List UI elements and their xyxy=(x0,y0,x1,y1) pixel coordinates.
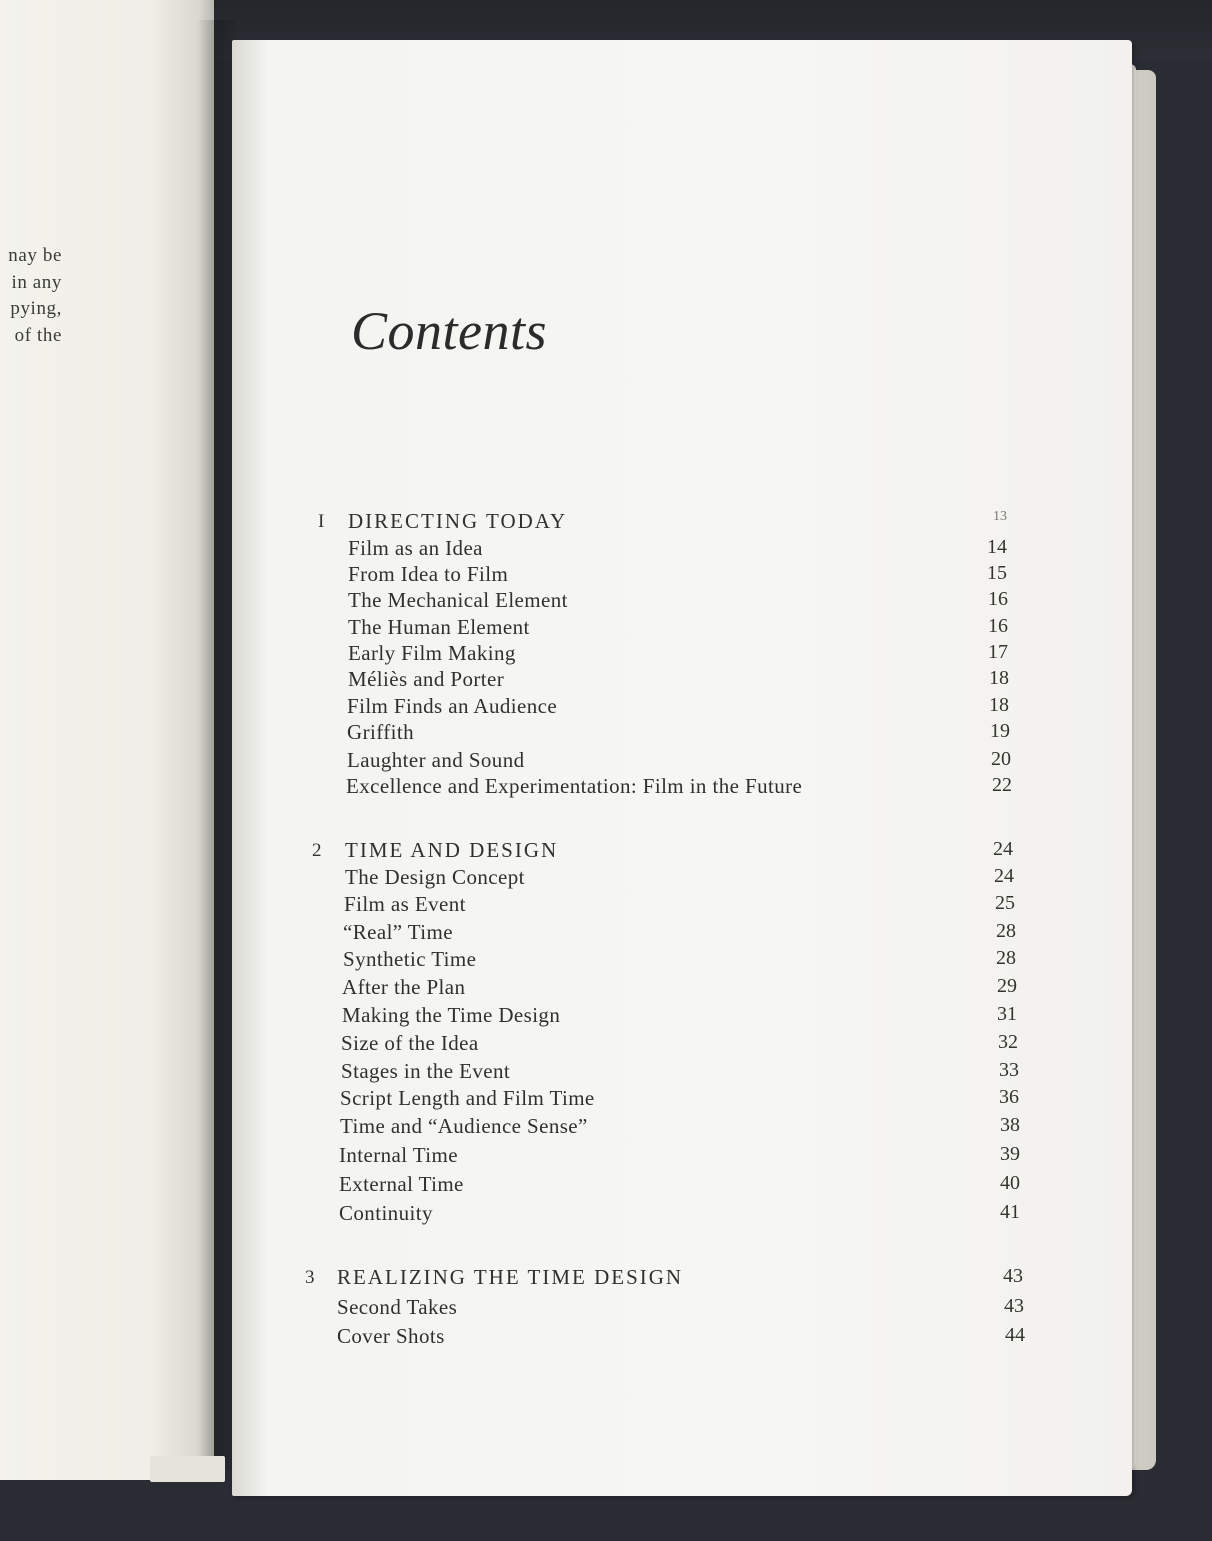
section-title: External Time xyxy=(339,1172,464,1196)
toc-entry xyxy=(0,748,1212,776)
page-number: 22 xyxy=(992,774,1012,796)
toc-chapter xyxy=(0,509,1212,537)
page-number: 33 xyxy=(999,1059,1019,1081)
section-title: “Real” Time xyxy=(343,920,453,944)
toc-entry xyxy=(0,641,1212,669)
page-number: 43 xyxy=(1003,1265,1023,1287)
page-number: 17 xyxy=(988,641,1008,663)
section-title: Making the Time Design xyxy=(342,1003,561,1027)
chapter-number: 3 xyxy=(305,1267,315,1288)
toc-entry xyxy=(0,920,1212,948)
left-page-line: pying, xyxy=(10,298,62,319)
section-title: Script Length and Film Time xyxy=(340,1086,595,1110)
section-title: Second Takes xyxy=(337,1295,458,1319)
chapter-title: DIRECTING TODAY xyxy=(348,509,568,533)
left-page-text xyxy=(0,243,62,349)
section-title: The Design Concept xyxy=(345,865,525,889)
toc-entry xyxy=(0,774,1212,802)
page-number: 32 xyxy=(998,1031,1018,1053)
toc-entry xyxy=(0,1114,1212,1142)
section-title: Laughter and Sound xyxy=(347,748,525,772)
section-title: Synthetic Time xyxy=(343,947,477,971)
toc-entry xyxy=(0,615,1212,643)
page-number: 43 xyxy=(1004,1295,1024,1317)
toc-entry xyxy=(0,1324,1212,1352)
page-number: 36 xyxy=(999,1086,1019,1108)
page-number: 16 xyxy=(988,615,1008,637)
page-number: 24 xyxy=(993,838,1013,860)
page-number: 44 xyxy=(1005,1324,1025,1346)
section-title: Time and “Audience Sense” xyxy=(340,1114,588,1138)
toc-entry xyxy=(0,865,1212,893)
toc-entry xyxy=(0,975,1212,1003)
left-page-line: nay be xyxy=(8,245,62,266)
section-title: Méliès and Porter xyxy=(348,667,505,691)
section-title: The Mechanical Element xyxy=(348,588,568,612)
section-title: Film Finds an Audience xyxy=(347,694,558,718)
toc-entry xyxy=(0,1143,1212,1171)
chapter-number: 2 xyxy=(312,840,322,861)
page-number: 16 xyxy=(988,588,1008,610)
section-title: Film as Event xyxy=(344,892,466,916)
toc-entry xyxy=(0,1086,1212,1114)
section-title: Continuity xyxy=(339,1201,433,1225)
section-title: Stages in the Event xyxy=(341,1059,511,1083)
toc-entry xyxy=(0,1172,1212,1200)
left-page-line: of the xyxy=(14,324,62,346)
page-number: 24 xyxy=(994,865,1014,887)
page-number: 25 xyxy=(995,892,1015,914)
section-title: After the Plan xyxy=(342,975,466,999)
toc-entry xyxy=(0,694,1212,722)
section-title: From Idea to Film xyxy=(348,562,509,586)
page-number: 40 xyxy=(1000,1172,1020,1194)
section-title: The Human Element xyxy=(348,615,530,639)
toc-entry xyxy=(0,667,1212,695)
section-title: Film as an Idea xyxy=(348,536,483,560)
page-number: 28 xyxy=(996,947,1016,969)
page-number: 39 xyxy=(1000,1143,1020,1165)
toc-chapter xyxy=(0,838,1212,866)
section-title: Internal Time xyxy=(339,1143,458,1167)
toc-entry xyxy=(0,1201,1212,1229)
toc-entry xyxy=(0,1003,1212,1031)
section-title: Size of the Idea xyxy=(341,1031,479,1055)
page-number: 18 xyxy=(989,667,1009,689)
chapter-number: I xyxy=(318,511,325,532)
page-number: 31 xyxy=(997,1003,1017,1025)
page-number: 28 xyxy=(996,920,1016,942)
page-number: 20 xyxy=(991,748,1011,770)
toc-entry xyxy=(0,588,1212,616)
toc-entry xyxy=(0,536,1212,564)
page-number: 15 xyxy=(987,562,1007,584)
page-title: Contents xyxy=(351,301,548,361)
toc-entry xyxy=(0,1031,1212,1059)
section-title: Early Film Making xyxy=(348,641,516,665)
section-title: Cover Shots xyxy=(337,1324,445,1348)
page-number: 19 xyxy=(990,720,1010,742)
toc-entry xyxy=(0,892,1212,920)
page-number: 13 xyxy=(993,509,1007,524)
page-number: 18 xyxy=(989,694,1009,716)
toc-chapter xyxy=(0,1265,1212,1293)
left-page-line: in any xyxy=(11,271,62,293)
section-title: Griffith xyxy=(347,720,414,744)
toc-entry xyxy=(0,1059,1212,1087)
page-number: 38 xyxy=(1000,1114,1020,1136)
chapter-title: REALIZING THE TIME DESIGN xyxy=(337,1265,684,1289)
toc-entry xyxy=(0,947,1212,975)
toc-entry xyxy=(0,720,1212,748)
page-number: 14 xyxy=(987,536,1007,558)
section-title: Excellence and Experimentation: Film in the Future xyxy=(346,774,803,798)
chapter-title: TIME AND DESIGN xyxy=(345,838,559,862)
page-number: 41 xyxy=(1000,1201,1020,1223)
page-number: 29 xyxy=(997,975,1017,997)
toc-entry xyxy=(0,562,1212,590)
left-page-tab xyxy=(150,1456,225,1482)
toc-entry xyxy=(0,1295,1212,1323)
